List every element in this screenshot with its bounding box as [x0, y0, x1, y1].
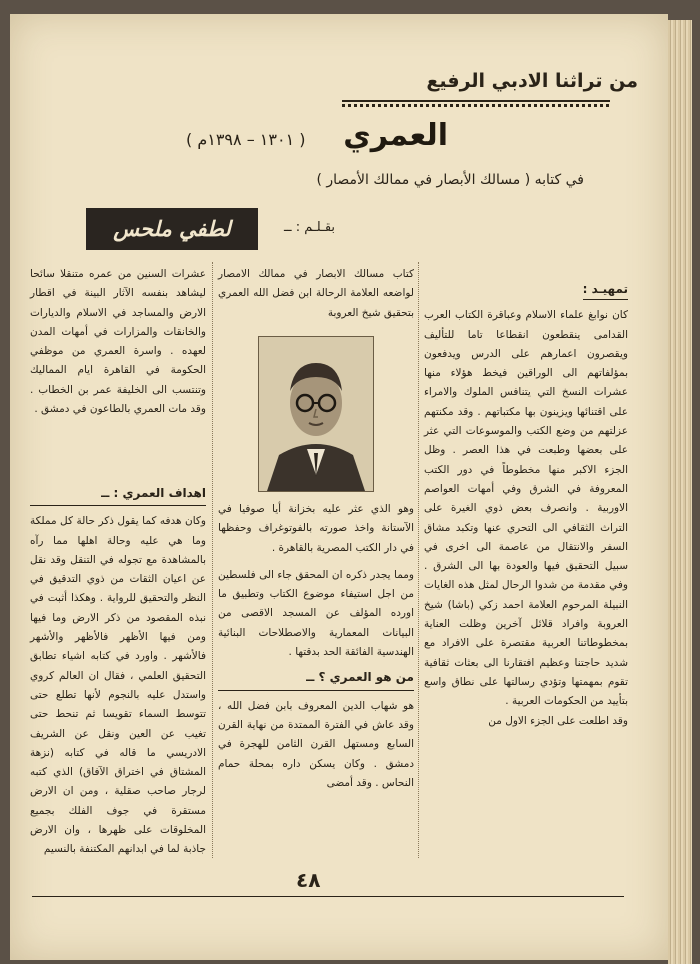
series-title: من تراثنا الادبي الرفيع: [426, 70, 638, 92]
paragraph: عشرات السنين من عمره متنقلا سائحا ليشاهد بنفسه الآثار البينة في اقطار الارض والمساجد في الاسلام والديارات والخانقات والمزارات في أمهات المدن لعهده . واسرة العمري من موظفي الحكومة في القاهرة ايام المماليك وتنتسب الى الخليفة عمر بن الخطاب . وقد مات العمري بالطاعون في دمشق .: [30, 268, 206, 416]
column-divider: [418, 262, 419, 858]
paragraph: كان نوابغ علماء الاسلام وعباقرة الكتاب العرب القدامى ينقطعون انقطاعا تاما للتأليف ويقصرون اعمارهم على الدرس ويدفعون بمؤلفاتهم الى الوراقين فيخط هؤلاء منها عشرات النسخ التي يتنافس الملوك والامراء على اقتنائها ويزينون بها مكتباتهم . وقد مكنتهم عزلتهم من وضع الكتب والموسوعات التي عثر على بعضها وطبعت في هذا العصر . وظل الجزء الاكبر منها مخطوطاً في دور الكتب المعروفة في الشرق وفي أمهات العواصم الاوربية . وانصرف بعض ذوي الغيرة على التراث الثقافي الى التحري عنها وتكبد مشاق السفر والانتقال من عاصمة الى اخرى في سبيل التحقيق فيها والعودة بها الى الشرق . وفي مقدمة من شدوا الرحال لمثل هذه الغايات النبيلة المرحوم العلامة احمد زكي (باشا) شيخ العروبة وافراد قلائل آخرين وظلت العناية بمخطوطاتنا العربية مقتصرة على الافراد مع شديد حاجتنا وعظيم افتقارنا الى بعثات ثقافية تقوم بمهمتها وتؤدي رسالتها على نطاق واسع بتأييد من الحكومات العربية .: [424, 309, 628, 708]
page-edge: [668, 20, 692, 964]
portrait-image: [259, 337, 373, 491]
column-middle-top: [218, 265, 414, 323]
paragraph: وقد اطلعت على الجزء الاول من: [488, 714, 628, 727]
author-name: لطفي ملحس: [86, 208, 258, 250]
divider: [342, 104, 610, 107]
divider: [342, 100, 610, 102]
section-heading: اهداف العمري : ــ: [30, 484, 206, 506]
column-right: [424, 278, 628, 731]
column-left-bottom: [30, 478, 206, 860]
page-number: ٤٨: [296, 868, 321, 892]
paragraph: كتاب مسالك الابصار في ممالك الامصار لواضعه العلامة الرحالة ابن فضل الله العمري بتحقيق شيخ العروبة: [218, 268, 414, 319]
paragraph: ومما يجدر ذكره ان المحقق جاء الى فلسطين من اجل استيفاء موضوع الكتاب وتطبيق ما اورده المؤلف عن المسجد الاقصى من البيانات المعمارية والاصطلاحات البنائية الهندسية الفائقة الحد بدقتها .: [218, 568, 414, 659]
article-title: العمري: [343, 118, 448, 153]
paragraph: وكان هدفه كما يقول ذكر حالة كل مملكة وما هي عليه وحالة اهلها مما رآه بالمشاهدة مع تجوله في التنقل وقد نقل عن اعيان الثقات من ذوي التدقيق في النظر والتحقيق للرواية . وهكذا أثبت في نبذه المقصود من ذكر الارض وما فيها ومن فيها الأظهر فالأظهر والأشهر فالأشهر . واورد في كتابه اشياء تطابق التحقيق العلمي ، فقال ان العالم كروي واستدل عليه بالنجوم لأنها تطلع حتى تتوسط السماء تقويسا ثم تنحط حتى تغيب عن العين ونقل عن الشريف الادريسي ما قاله في كتابه (نزهة المشتاق في اختراق الآفاق) الذي كتبه لرجار صاحب صقلية ، ومن ان الارض مستقرة في جوف الفلك بجميع المخلوقات على ظهرها ، وان الارض جاذبة لما في ابدانهم المكتنفة بالنسيم: [30, 515, 206, 856]
byline: بقـلـم : ــ: [284, 220, 336, 235]
paragraph: هو شهاب الدين المعروف بابن فضل الله ، وقد عاش في الفترة الممتدة من نهاية القرن السابع ومستهل القرن الثامن للهجرة في دمشق . وكان يسكن داره بمحلة حمام النحاس . وقد أمضى: [218, 699, 414, 789]
author-photo: [258, 336, 374, 492]
column-divider: [212, 262, 213, 858]
footer-divider: [32, 896, 624, 897]
paragraph: وهو الذي عثر عليه بخزانة أيا صوفيا في الآستانة واخذ صورته بالفوتوغراف وحفظها في دار الكتب المصرية بالقاهرة .: [218, 503, 414, 554]
article-subtitle: في كتابه ( مسالك الأبصار في ممالك الأمصار ): [316, 172, 584, 188]
section-heading: من هو العمري ؟ ــ: [218, 668, 414, 690]
section-heading: تمهيـد :: [583, 280, 628, 300]
column-left-top: [30, 265, 206, 419]
column-middle-bottom: [218, 500, 414, 793]
article-dates: ( ١٣٠١ – ١٣٩٨م ): [186, 130, 306, 149]
